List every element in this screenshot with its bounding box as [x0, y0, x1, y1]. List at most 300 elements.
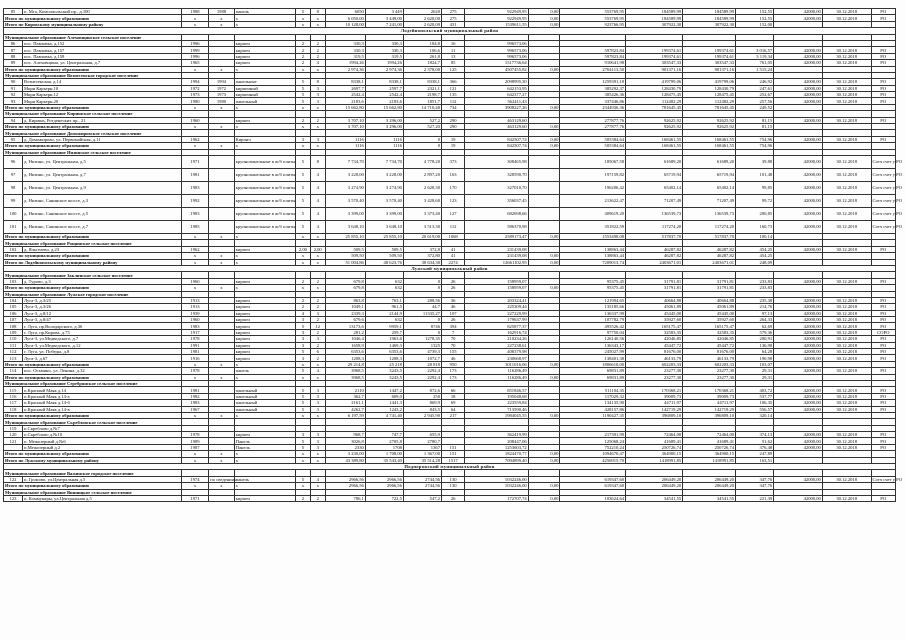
- table-cell: 1981: [181, 349, 209, 355]
- table-cell: x: [181, 361, 209, 367]
- address-cell: Луга-3, д.67: [23, 355, 182, 361]
- table-cell: 35 543,40: [365, 457, 403, 463]
- table-cell: 85: [441, 60, 464, 66]
- table-cell: 3: [310, 136, 325, 142]
- table-cell: 23277,30: [626, 374, 683, 380]
- table-cell: 158959,07: [465, 278, 528, 284]
- table-cell: [209, 155, 234, 168]
- table-cell: 4 778,20: [403, 155, 441, 168]
- table-cell: 2697,7: [325, 85, 365, 91]
- table-cell: 2403671,01: [683, 259, 736, 265]
- table-cell: 6 197,59: [325, 412, 365, 418]
- district-heading: Подпорожский муниципальный район: [4, 464, 896, 470]
- table-cell: 41689,41: [626, 438, 683, 444]
- table-cell: 682698,66: [465, 207, 528, 220]
- table-cell: 136539,73: [626, 207, 683, 220]
- table-cell: 362419,99: [465, 432, 528, 438]
- table-cell: 30.12.2018: [822, 336, 871, 342]
- table-cell: x: [296, 412, 311, 418]
- table-cell: 1913: [181, 304, 209, 310]
- table-cell: 319,5: [365, 53, 403, 59]
- table-cell: 42000,00: [774, 168, 823, 181]
- table-cell: кирпич: [234, 496, 295, 502]
- table-cell: 1072,7: [403, 355, 441, 361]
- table-cell: 1991: [181, 342, 209, 348]
- table-cell: 356037,45: [465, 194, 528, 207]
- table-cell: 19: [441, 136, 464, 142]
- table-cell: 5: [296, 155, 311, 168]
- table-cell: 41689,41: [683, 438, 736, 444]
- table-cell: 247,89: [736, 451, 774, 457]
- table-cell: 4: [310, 181, 325, 194]
- table-cell: x: [209, 483, 234, 489]
- table-cell: 103624,64: [560, 496, 626, 502]
- table-cell: 42000,00: [774, 496, 823, 502]
- table-cell: x: [209, 259, 234, 265]
- table-cell: РО: [871, 336, 895, 342]
- table-cell: 25 855,10: [325, 233, 365, 239]
- table-cell: 2 974,36: [325, 66, 365, 72]
- table-cell: 3 707,10: [325, 117, 365, 123]
- table-cell: 247,61: [736, 85, 774, 91]
- table-cell: 151: [441, 451, 464, 457]
- table-cell: 250: [403, 393, 441, 399]
- table-cell: 1984045,55: [465, 412, 528, 418]
- row-label: Муниципальное образование Алеховщинское сельское поселение: [4, 34, 182, 40]
- table-cell: 42000,00: [774, 393, 823, 399]
- table-cell: 42000,00: [774, 323, 823, 329]
- table-cell: 128430,79: [683, 85, 736, 91]
- table-cell: 1962: [181, 246, 209, 252]
- table-cell: x: [181, 21, 209, 27]
- address-cell: д. Низино, Санинское шоссе, д.3: [23, 194, 182, 207]
- table-cell: 1259391,18: [560, 79, 626, 85]
- table-cell: 163: [441, 168, 464, 181]
- table-cell: 374,13: [736, 432, 774, 438]
- table-cell: 281,2: [325, 329, 365, 335]
- table-cell: 90: [4, 79, 23, 85]
- table-cell: 227229,99: [465, 310, 528, 316]
- table-cell: 3: [310, 444, 325, 450]
- table-cell: 0,00: [528, 9, 560, 15]
- table-cell: 170: [441, 181, 464, 194]
- table-cell: 42000,00: [774, 98, 823, 104]
- table-cell: 747,7: [365, 432, 403, 438]
- table-cell: 190,90: [736, 355, 774, 361]
- table-cell: x: [209, 66, 234, 72]
- table-cell: 3 648,10: [365, 220, 403, 233]
- table-cell: 44711,97: [683, 400, 736, 406]
- table-cell: 1046,4: [325, 336, 365, 342]
- table-cell: крупнопанельные в ж/б плиты: [234, 207, 295, 220]
- table-cell: панельный: [234, 400, 295, 406]
- address-cell: г. Луга, ул. Победы, д.8: [23, 349, 182, 355]
- table-cell: Панель: [234, 444, 295, 450]
- table-cell: 101,48: [736, 168, 774, 181]
- table-cell: 1116: [365, 143, 403, 149]
- table-cell: x: [209, 457, 234, 463]
- table-cell: 106,6: [403, 47, 441, 53]
- table-cell: 372,80: [403, 253, 441, 259]
- table-cell: кирпич: [234, 117, 295, 123]
- address-cell: д. Низино, ул. Центральная, д.5: [23, 155, 182, 168]
- table-cell: 25 218: [365, 361, 403, 367]
- table-cell: 505384,64: [560, 143, 626, 149]
- table-cell: 1208,3: [365, 355, 403, 361]
- table-cell: 403,72: [736, 387, 774, 393]
- table-cell: 66: [441, 387, 464, 393]
- table-cell: 290: [441, 117, 464, 123]
- address-cell: Луга-3, д.3/26: [23, 304, 182, 310]
- table-cell: 0,00: [528, 496, 560, 502]
- table-cell: 199374,61: [683, 53, 736, 59]
- table-cell: 869,9: [403, 400, 441, 406]
- table-cell: 46: [441, 355, 464, 361]
- table-cell: 3: [310, 406, 325, 412]
- table-cell: РО: [871, 9, 895, 15]
- table-cell: РО: [871, 432, 895, 438]
- table-cell: 632: [365, 285, 403, 291]
- table-cell: РО: [871, 387, 895, 393]
- table-cell: x: [310, 412, 325, 418]
- table-cell: 173: [441, 374, 464, 380]
- table-cell: 3243,5: [365, 374, 403, 380]
- table-cell: 2330: [325, 444, 365, 450]
- table-cell: 107: [441, 310, 464, 316]
- table-cell: 4: [296, 310, 311, 316]
- table-cell: 116286,49: [465, 374, 528, 380]
- table-cell: 208447,06: [465, 438, 528, 444]
- table-cell: 35 514,28: [403, 457, 441, 463]
- table-cell: 1962: [181, 136, 209, 142]
- table-cell: 38 634,30: [403, 259, 441, 265]
- table-cell: x: [296, 15, 311, 21]
- table-cell: x: [234, 361, 295, 367]
- table-cell: 2966,56: [365, 476, 403, 482]
- table-cell: 42000,00: [774, 400, 823, 406]
- table-cell: 108: [4, 323, 23, 329]
- table-cell: 45447,72: [626, 342, 683, 348]
- table-cell: 394: [441, 323, 464, 329]
- table-cell: 117: [4, 400, 23, 406]
- table-cell: 65719,94: [626, 168, 683, 181]
- table-cell: 7: [441, 329, 464, 335]
- table-cell: 42000,00: [774, 432, 823, 438]
- table-cell: 330,3: [365, 40, 403, 46]
- table-cell: 923766,95: [560, 21, 626, 27]
- table-cell: 327010,70: [465, 181, 528, 194]
- table-cell: 36: [441, 297, 464, 303]
- table-cell: кирпич: [234, 349, 295, 355]
- table-cell: x: [209, 285, 234, 291]
- table-cell: 5: [296, 476, 311, 482]
- table-cell: 107782,79: [560, 317, 626, 323]
- table-cell: 165175,47: [683, 323, 736, 329]
- table-cell: 0,00: [528, 143, 560, 149]
- table-cell: x: [234, 457, 295, 463]
- table-cell: 1116: [365, 136, 403, 142]
- table-cell: 1996: [181, 40, 209, 46]
- table-cell: 619347,60: [560, 483, 626, 489]
- table-cell: 330,3: [325, 40, 365, 46]
- table-cell: 30.12.2018: [822, 432, 871, 438]
- table-cell: 901371,16: [683, 66, 736, 72]
- table-cell: 116286,49: [465, 368, 528, 374]
- table-cell: 0,00: [528, 253, 560, 259]
- table-cell: x: [234, 285, 295, 291]
- table-cell: 372,8: [403, 246, 441, 252]
- address-cell: Луга-3, д.8/47: [23, 317, 182, 323]
- table-cell: 104: [4, 297, 23, 303]
- table-cell: 463129,60: [465, 124, 528, 130]
- table-cell: 3968,5: [325, 368, 365, 374]
- table-cell: 2704113,50: [560, 66, 626, 72]
- table-cell: 655,9: [403, 432, 441, 438]
- table-cell: 505384,64: [560, 136, 626, 142]
- table-cell: 40664,88: [683, 297, 736, 303]
- table-cell: 29,31: [736, 374, 774, 380]
- table-cell: 184589,99: [626, 15, 683, 21]
- table-cell: 42000,00: [774, 47, 823, 53]
- table-cell: 134135,90: [560, 400, 626, 406]
- table-cell: 42000,00: [774, 79, 823, 85]
- table-cell: x: [296, 124, 311, 130]
- table-cell: 602203,33: [626, 361, 683, 367]
- table-cell: [209, 168, 234, 181]
- table-cell: 4 741,40: [365, 412, 403, 418]
- row-label: Итого по муниципальному образованию: [4, 361, 182, 367]
- address-cell: п.Межозерный д.2: [23, 444, 182, 450]
- table-cell: 5: [296, 400, 311, 406]
- table-cell: 88: [4, 53, 23, 59]
- table-cell: x: [310, 451, 325, 457]
- table-cell: 31791,81: [683, 285, 736, 291]
- table-cell: 2966,56: [365, 483, 403, 489]
- table-cell: 42000,00: [774, 207, 823, 220]
- table-cell: 2403671,01: [626, 259, 683, 265]
- table-cell: крупнопанельные в ж/б плиты: [234, 194, 295, 207]
- table-cell: 3 296,00: [365, 124, 403, 130]
- table-cell: 385426,36: [560, 92, 626, 98]
- table-cell: 206449,20: [683, 483, 736, 489]
- table-row: [4, 496, 896, 502]
- table-cell: 125: [441, 66, 464, 72]
- table-row: [4, 155, 896, 168]
- table-cell: 3: [296, 336, 311, 342]
- table-cell: 264,33: [736, 317, 774, 323]
- table-cell: 128475,45: [626, 92, 683, 98]
- table-cell: 2 628,30: [403, 181, 441, 194]
- table-cell: 114: [4, 368, 23, 374]
- table-cell: кирпич: [234, 432, 295, 438]
- table-cell: 206449,20: [683, 476, 736, 482]
- table-cell: 257,56: [736, 98, 774, 104]
- table-cell: 4: [310, 168, 325, 181]
- table-cell: 1978: [181, 432, 209, 438]
- table-cell: РО: [871, 98, 895, 104]
- table-cell: 2780,7: [403, 438, 441, 444]
- table-cell: 0,00: [528, 374, 560, 380]
- table-cell: 347,76: [736, 476, 774, 482]
- row-label: Итого по Кировскому муниципальному району: [4, 21, 182, 27]
- table-cell: 99,72: [736, 194, 774, 207]
- table-cell: x: [181, 104, 209, 110]
- table-cell: 115: [4, 387, 23, 393]
- table-cell: 1469,3: [365, 342, 403, 348]
- table-cell: 337446,86: [560, 98, 626, 104]
- table-cell: 1441,3: [365, 400, 403, 406]
- table-cell: 754,96: [736, 143, 774, 149]
- table-cell: 1278,35: [403, 336, 441, 342]
- table-cell: 199374,61: [626, 53, 683, 59]
- table-cell: 20 619,00: [403, 233, 441, 239]
- address-cell: Мкрн Карьерн.20: [23, 98, 182, 104]
- table-cell: кирпич: [234, 278, 295, 284]
- housing-register-table: [3, 8, 903, 502]
- table-cell: 31791,81: [683, 278, 736, 284]
- table-cell: РО: [871, 444, 895, 450]
- table-cell: 2: [310, 317, 325, 323]
- table-cell: РО: [871, 406, 895, 412]
- table-cell: 2 974,36: [365, 66, 403, 72]
- table-cell: x: [296, 285, 311, 291]
- table-cell: 3908227,26: [465, 104, 528, 110]
- table-cell: 1983: [181, 181, 209, 194]
- table-cell: 70: [441, 336, 464, 342]
- table-cell: 42000,00: [774, 310, 823, 316]
- table-cell: x: [209, 361, 234, 367]
- table-cell: 1806610,00: [560, 361, 626, 367]
- table-cell: 71207,49: [626, 194, 683, 207]
- table-cell: 1190427,35: [560, 412, 626, 418]
- table-cell: 223559,84: [465, 400, 528, 406]
- table-cell: панельные: [234, 79, 295, 85]
- table-cell: x: [234, 15, 295, 21]
- table-cell: 30.12.2018: [822, 278, 871, 284]
- table-cell: 30.12.2018: [822, 342, 871, 348]
- table-cell: 28 818: [403, 361, 441, 367]
- table-cell: 602203,33: [683, 361, 736, 367]
- table-cell: [528, 194, 560, 207]
- table-cell: РО: [871, 304, 895, 310]
- table-cell: крупнопанельные в ж/б плиты: [234, 155, 295, 168]
- table-cell: 842507,74: [465, 136, 528, 142]
- table-cell: 509,50: [365, 253, 403, 259]
- table-cell: 303547,33: [626, 60, 683, 66]
- table-cell: РО: [871, 310, 895, 316]
- table-cell: 562411,43: [465, 98, 528, 104]
- table-cell: 30.12.2018: [822, 155, 871, 168]
- table-cell: 18: [441, 393, 464, 399]
- table-cell: 1116: [325, 143, 365, 149]
- table-cell: 246,92: [736, 79, 774, 85]
- table-cell: 118: [4, 406, 23, 412]
- table-cell: 275: [441, 15, 464, 21]
- table-cell: 252,67: [736, 92, 774, 98]
- table-cell: 2: [296, 278, 311, 284]
- table-cell: 2: [310, 40, 325, 46]
- row-label: Итого по муниципальному образованию: [4, 374, 182, 380]
- table-cell: 2: [296, 117, 311, 123]
- table-cell: 41: [441, 253, 464, 259]
- table-cell: 93: [4, 98, 23, 104]
- table-cell: 2542,4: [365, 92, 403, 98]
- table-cell: кирпич: [234, 323, 295, 329]
- table-cell: 210234,26: [465, 336, 528, 342]
- table-cell: x: [234, 483, 295, 489]
- table-cell: 34541,55: [683, 496, 736, 502]
- table-cell: 409619,20: [560, 207, 626, 220]
- table-cell: 3 274,90: [365, 181, 403, 194]
- table-cell: 1980: [209, 98, 234, 104]
- table-cell: 96: [4, 155, 23, 168]
- table-cell: 81,15: [736, 117, 774, 123]
- table-cell: 87: [4, 47, 23, 53]
- table-cell: РО: [871, 246, 895, 252]
- table-cell: 168461,55: [683, 136, 736, 142]
- table-cell: 39009,73: [626, 393, 683, 399]
- table-cell: 2 620,00: [403, 21, 441, 27]
- table-cell: 35927,60: [683, 317, 736, 323]
- table-cell: [209, 220, 234, 233]
- table-cell: 1978: [181, 368, 209, 374]
- table-cell: 15 662,80: [325, 104, 365, 110]
- table-cell: 30.12.2018: [822, 60, 871, 66]
- table-cell: x: [310, 483, 325, 489]
- table-cell: 233,83: [736, 278, 774, 284]
- table-cell: 173: [441, 368, 464, 374]
- table-cell: 120: [4, 432, 23, 438]
- table-cell: 842507,74: [465, 143, 528, 149]
- table-cell: 42000,00: [774, 92, 823, 98]
- row-label: Муниципальное образование Низинское сельское поселение: [4, 149, 182, 155]
- table-cell: 64,28: [736, 349, 774, 355]
- table-row: [4, 220, 896, 233]
- table-cell: 511104,35: [560, 387, 626, 393]
- table-cell: 1980: [181, 98, 209, 104]
- table-cell: 1325: [403, 342, 441, 348]
- table-cell: 1917: [181, 329, 209, 335]
- table-cell: 2 945,90: [403, 412, 441, 418]
- table-cell: 277877,76: [560, 124, 626, 130]
- table-cell: 3 570,40: [365, 194, 403, 207]
- table-cell: 961,5: [365, 304, 403, 310]
- address-cell: пос. Павловка, д.152: [23, 40, 182, 46]
- table-cell: 1553498,08: [560, 233, 626, 239]
- table-cell: 347,76: [736, 483, 774, 489]
- table-cell: кирпичный: [234, 92, 295, 98]
- table-cell: 168461,55: [626, 136, 683, 142]
- table-cell: [528, 220, 560, 233]
- table-cell: 199374,61: [683, 47, 736, 53]
- table-cell: 1367: [403, 444, 441, 450]
- table-cell: 781645,45: [683, 104, 736, 110]
- table-cell: 135185,66: [560, 304, 626, 310]
- table-cell: 14 710,40: [403, 104, 441, 110]
- table-cell: 30.12.2018: [822, 47, 871, 53]
- table-cell: 463129,60: [465, 117, 528, 123]
- table-cell: 97,13: [736, 310, 774, 316]
- table-cell: 366: [441, 79, 464, 85]
- table-cell: РО: [871, 117, 895, 123]
- table-cell: 2: [310, 297, 325, 303]
- table-cell: x: [296, 374, 311, 380]
- table-cell: 98: [4, 181, 23, 194]
- table-cell: x: [296, 66, 311, 72]
- table-cell: 0: [403, 136, 441, 142]
- table-cell: 245027,99: [560, 349, 626, 355]
- table-cell: 30.12.2018: [822, 207, 871, 220]
